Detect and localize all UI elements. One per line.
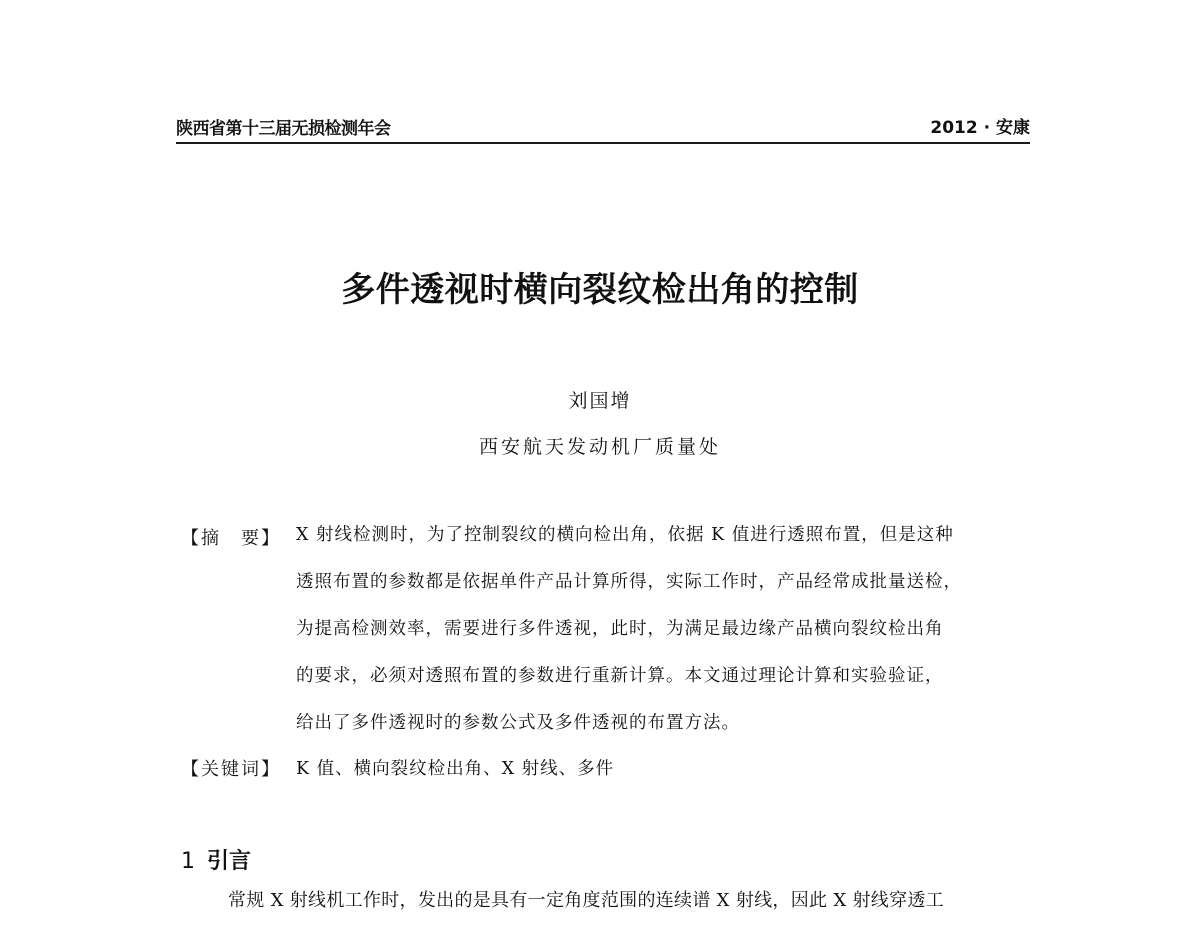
section-title: 引言 <box>207 849 252 874</box>
conference-name: 陕西省第十三届无损检测年会 <box>176 119 391 139</box>
keywords-label: 【关键词】 <box>181 759 281 780</box>
abstract-line: 给出了多件透视时的参数公式及多件透视的布置方法。 <box>296 713 740 733</box>
paper-title: 多件透视时横向裂纹检出角的控制 <box>341 270 859 310</box>
author-name: 刘国增 <box>568 390 632 412</box>
abstract-line: X 射线检测时，为了控制裂纹的横向检出角，依据 K 值进行透照布置，但是这种 <box>296 525 954 545</box>
abstract-body <box>296 522 1036 757</box>
conference-year-location: 2012 · 安康 <box>930 118 1030 138</box>
keywords-text: K 值、横向裂纹检出角、X 射线、多件 <box>296 759 615 779</box>
section-number: 1 <box>181 849 195 874</box>
body-paragraph-line: 常规 X 射线机工作时，发出的是具有一定角度范围的连续谱 X 射线，因此 X 射线穿透工 <box>228 890 944 911</box>
author-affiliation: 西安航天发动机厂质量处 <box>478 436 721 458</box>
abstract-line: 为提高检测效率，需要进行多件透视，此时，为满足最边缘产品横向裂纹检出角 <box>296 619 944 639</box>
section-heading <box>181 844 251 875</box>
running-header <box>176 112 1030 144</box>
abstract-line: 透照布置的参数都是依据单件产品计算所得，实际工作时，产品经常成批量送检， <box>296 572 962 592</box>
abstract-label: 【摘 要】 <box>181 528 281 549</box>
abstract-line: 的要求，必须对透照布置的参数进行重新计算。本文通过理论计算和实验验证， <box>296 666 944 686</box>
